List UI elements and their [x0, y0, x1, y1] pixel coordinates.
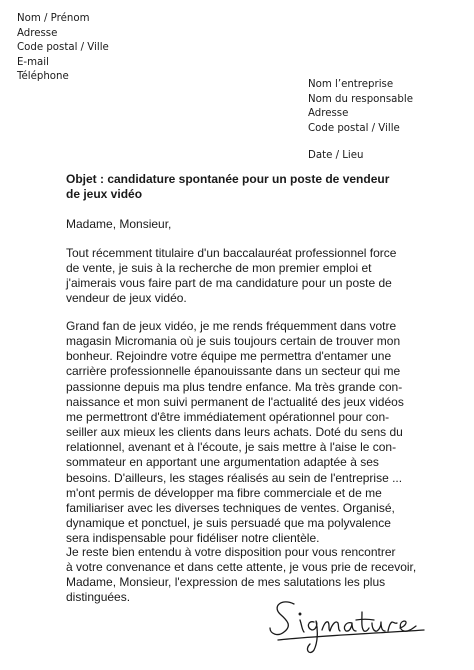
text-line: m'ont permis de développer ma fibre commerciale et de me [66, 485, 382, 500]
subject-line: de jeux vidéo [66, 187, 143, 202]
sender-email: E-mail [17, 56, 49, 68]
text-line: j'aimerais vous faire part de ma candidature pour un poste de [66, 276, 392, 291]
recipient-postal-city: Code postal / Ville [308, 122, 400, 134]
text-line: besoins. D'ailleurs, les stages réalisés au sein de l'entreprise ... [66, 470, 403, 485]
date-place: Date / Lieu [308, 150, 364, 161]
letter-subject [66, 172, 426, 202]
salutation: Madame, Monsieur, [66, 217, 172, 231]
text-line: distinguées. [66, 590, 131, 605]
text-line: relationnel, avenant et à l'écoute, je sais mettre à l'aise le con- [66, 440, 397, 455]
paragraph-intro [66, 246, 428, 307]
text-line: sera indispensable pour fidéliser notre clientèle. [66, 531, 320, 546]
text-line: à votre convenance et dans cette attente, je vous prie de recevoir, [66, 560, 417, 575]
text-line: Madame, Monsieur, l'expression de mes salutations les plus [66, 575, 386, 590]
signature [264, 590, 434, 660]
sender-postal-city: Code postal / Ville [17, 42, 109, 54]
text-line: seiller aux mieux les clients dans leurs achats. Doté du sens du [66, 425, 403, 440]
sender-address: Adresse [17, 27, 58, 39]
recipient-address: Adresse [308, 108, 349, 120]
text-line: sommateur en apportant une argumentation adaptée à ses [66, 455, 379, 470]
recipient-manager: Nom du responsable [308, 93, 413, 105]
text-line: passionne depuis ma plus tendre enfance. Ma très grande con- [66, 379, 403, 394]
text-line: bonheur. Rejoindre votre équipe me permettra d'entamer une [66, 349, 392, 364]
text-line: naissance et mon suivi permanent de l'actualité des jeux vidéos [66, 394, 404, 409]
text-line: familiariser avec les diverses techniques de ventes. Organisé, [66, 500, 395, 515]
signature-handwriting [264, 590, 434, 660]
text-line: Tout récemment titulaire d'un baccalauréat professionnel force [66, 246, 397, 260]
sender-block [17, 12, 109, 85]
text-line: Je reste bien entendu à votre disposition pour vous rencontrer [66, 545, 396, 559]
subject-line: Objet : candidature spontanée pour un poste de vendeur [66, 172, 390, 186]
sender-phone: Téléphone [17, 71, 69, 83]
text-line: de vente, je suis à la recherche de mon premier emploi et [66, 261, 372, 276]
text-line: vendeur de jeux vidéo. [66, 291, 187, 306]
text-line: Grand fan de jeux vidéo, je me rends fréquemment dans votre [66, 319, 397, 333]
text-line: magasin Micromania où je suis toujours certain de trouver mon [66, 334, 401, 349]
paragraph-body [66, 319, 428, 546]
text-line: me permettront d'être immédiatement opérationnel pour con- [66, 409, 390, 424]
recipient-block [308, 78, 413, 136]
recipient-company: Nom l’entreprise [308, 79, 394, 90]
sender-name: Nom / Prénom [17, 13, 90, 24]
text-line: carrière professionnelle épanouissante dans un secteur qui me [66, 364, 401, 379]
text-line: dynamique et ponctuel, je suis persuadé que ma polyvalence [66, 516, 391, 531]
